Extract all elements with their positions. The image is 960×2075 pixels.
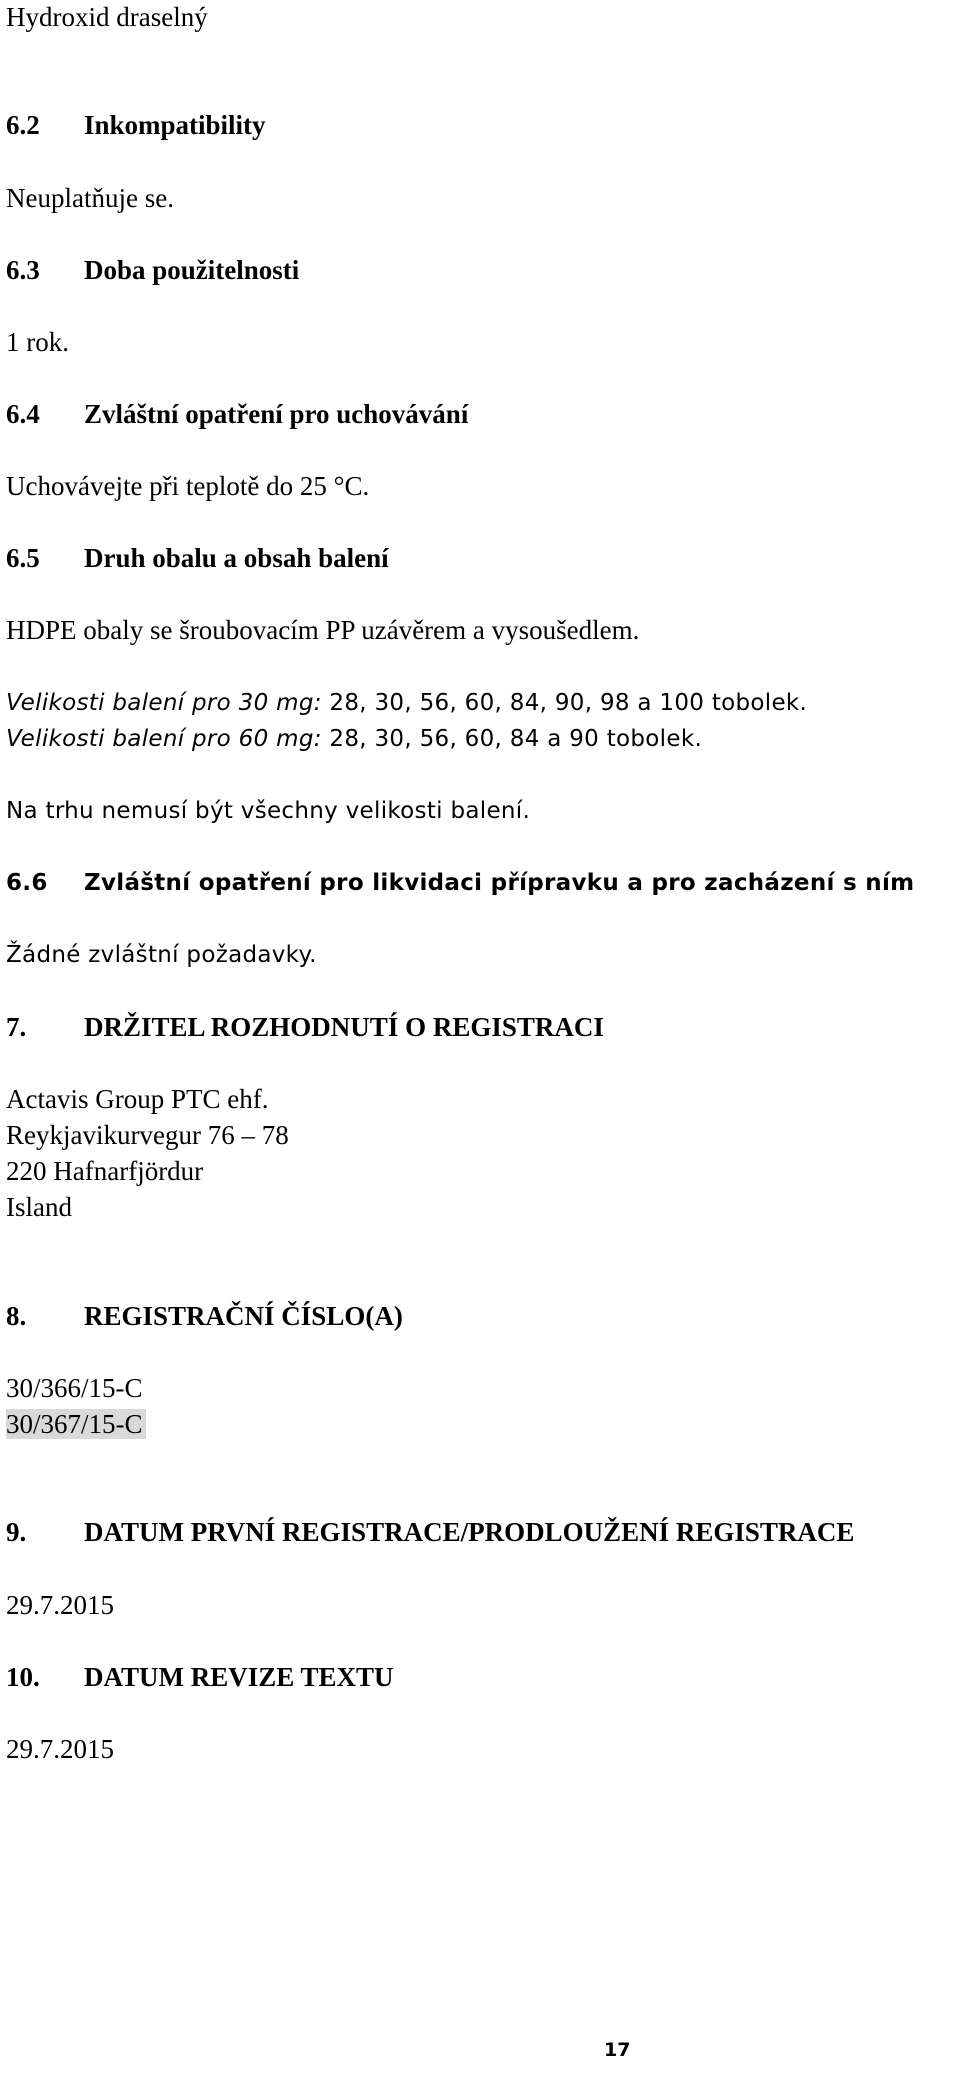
section-number: 7. [6,1012,27,1042]
section-10-heading [6,1660,394,1694]
section-number: 6.2 [6,110,40,140]
pack-sizes-label: Velikosti balení pro 30 mg: [6,690,322,716]
document-title: Hydroxid draselný [6,2,208,32]
revision-date: 29.7.2015 [6,1734,114,1764]
section-title: DRŽITEL ROZHODNUTÍ O REGISTRACI [84,1012,604,1042]
section-9-heading [6,1515,854,1549]
section-6-3-heading [6,253,299,287]
section-title: Inkompatibility [84,110,266,140]
section-number: 6.3 [6,255,40,285]
section-title: DATUM REVIZE TEXTU [84,1662,394,1692]
holder-city: 220 Hafnarfjördur [6,1156,204,1186]
registration-number: 30/367/15-C [6,1409,146,1439]
section-number: 8. [6,1301,27,1331]
section-6-4-body: Uchovávejte při teplotě do 25 °C. [6,471,370,501]
registration-number-highlighted [6,1407,146,1441]
pack-sizes-note: Na trhu nemusí být všechny velikosti balení. [6,798,531,824]
pack-sizes-60mg [6,722,702,756]
section-number: 6.4 [6,399,40,429]
section-title: Doba použitelnosti [84,255,300,285]
page-number: 17 [604,2039,631,2061]
pack-sizes-label: Velikosti balení pro 60 mg: [6,726,322,752]
section-title: Druh obalu a obsah balení [84,543,389,573]
section-number: 10. [6,1662,40,1692]
section-7-heading [6,1010,604,1044]
holder-street: Reykjavikurvegur 76 – 78 [6,1120,289,1150]
section-number: 6.6 [6,870,48,896]
section-title: DATUM PRVNÍ REGISTRACE/PRODLOUŽENÍ REGISTRACE [84,1517,855,1547]
holder-country: Island [6,1192,72,1222]
section-6-2-body: Neuplatňuje se. [6,183,174,213]
section-6-6-body: Žádné zvláštní požadavky. [6,942,317,968]
registration-number: 30/366/15-C [6,1373,143,1403]
section-6-4-heading [6,397,468,431]
section-6-6-heading [6,866,914,900]
section-number: 9. [6,1517,27,1547]
pack-sizes-30mg [6,686,807,720]
section-8-heading [6,1299,403,1333]
pack-sizes-values: 28, 30, 56, 60, 84, 90, 98 a 100 tobolek. [321,690,808,716]
section-6-5-body: HDPE obaly se šroubovacím PP uzávěrem a vysoušedlem. [6,615,640,645]
holder-name: Actavis Group PTC ehf. [6,1084,269,1114]
section-title: Zvláštní opatření pro likvidaci přípravku a pro zacházení s ním [84,870,915,896]
section-6-2-heading [6,108,266,142]
section-number: 6.5 [6,543,40,573]
section-6-3-body: 1 rok. [6,327,69,357]
first-registration-date: 29.7.2015 [6,1590,114,1620]
pack-sizes-values: 28, 30, 56, 60, 84 a 90 tobolek. [321,726,703,752]
section-6-5-heading [6,541,389,575]
section-title: Zvláštní opatření pro uchovávání [84,399,469,429]
section-title: REGISTRAČNÍ ČÍSLO(A) [84,1301,403,1331]
